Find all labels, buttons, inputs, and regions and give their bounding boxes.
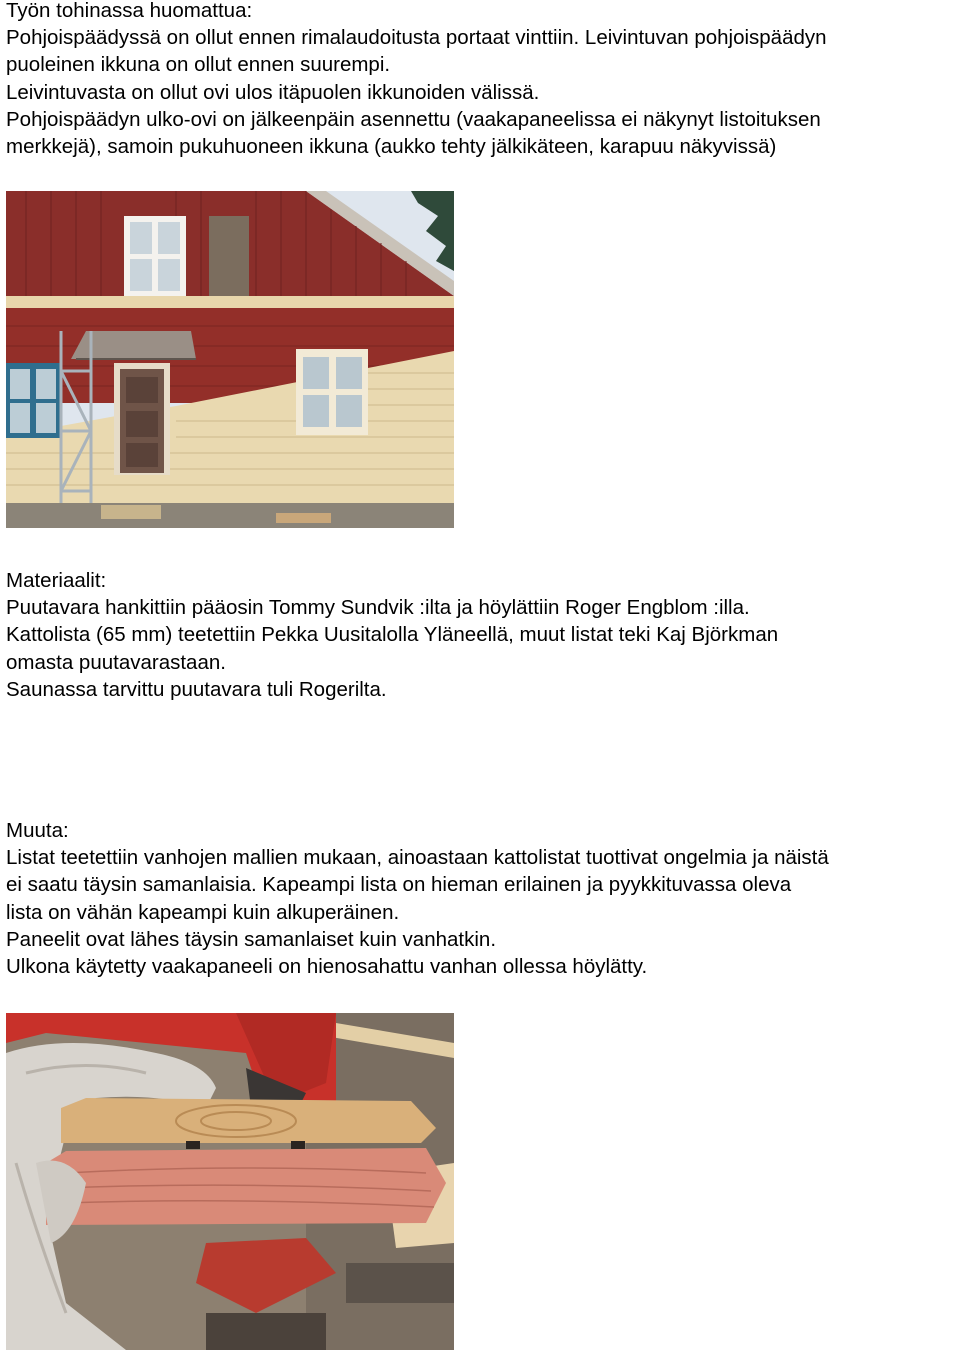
other-notes-line: ei saatu täysin samanlaisia. Kapeampi lista on hieman erilainen ja pyykkituvassa oleva bbox=[6, 873, 792, 897]
other-notes-line: Paneelit ovat lähes täysin samanlaiset kuin vanhatkin. bbox=[6, 927, 497, 951]
board-profile-illustration bbox=[6, 1013, 454, 1350]
materials-line: omasta puutavarastaan. bbox=[6, 650, 226, 674]
other-notes-heading: Muuta: bbox=[6, 819, 69, 842]
observations-line: Pohjoispäädyssä on ollut ennen rimalaudoitusta portaat vinttiin. Leivintuvan pohjoispäädyn bbox=[6, 26, 827, 50]
observations-line: Leivintuvasta on ollut ovi ulos itäpuolen ikkunoiden välissä. bbox=[6, 80, 540, 104]
other-notes-section bbox=[6, 817, 958, 980]
other-notes-line: Listat teetettiin vanhojen mallien mukaan, ainoastaan kattolistat tuottivat ongelmia ja näistä bbox=[6, 846, 829, 870]
observations-heading: Työn tohinassa huomattua: bbox=[6, 0, 253, 22]
other-notes-line: lista on vähän kapeampi kuin alkuperäinen. bbox=[6, 900, 400, 924]
materials-line: Kattolista (65 mm) teetettiin Pekka Uusitalolla Yläneellä, muut listat teki Kaj Björkman bbox=[6, 623, 779, 647]
house-gable-photo bbox=[6, 191, 454, 528]
observations-line: puoleinen ikkuna on ollut ennen suurempi. bbox=[6, 53, 391, 77]
other-notes-line: Ulkona käytetty vaakapaneeli on hienosahattu vanhan ollessa höylätty. bbox=[6, 955, 648, 979]
observations-line: merkkejä), samoin pukuhuoneen ikkuna (aukko tehty jälkikäteen, karapuu näkyvissä) bbox=[6, 135, 777, 159]
observations-line: Pohjoispäädyn ulko-ovi on jälkeenpäin asennettu (vaakapaneelissa ei näkynyt listoituksen bbox=[6, 107, 821, 131]
house-gable-illustration bbox=[6, 191, 454, 528]
materials-heading: Materiaalit: bbox=[6, 569, 107, 592]
board-profile-photo bbox=[6, 1013, 454, 1350]
materials-line: Saunassa tarvittu puutavara tuli Rogerilta. bbox=[6, 677, 387, 701]
materials-line: Puutavara hankittiin pääosin Tommy Sundvik :ilta ja höylättiin Roger Engblom :illa. bbox=[6, 596, 750, 620]
observations-section bbox=[6, 0, 958, 160]
materials-section bbox=[6, 567, 958, 703]
